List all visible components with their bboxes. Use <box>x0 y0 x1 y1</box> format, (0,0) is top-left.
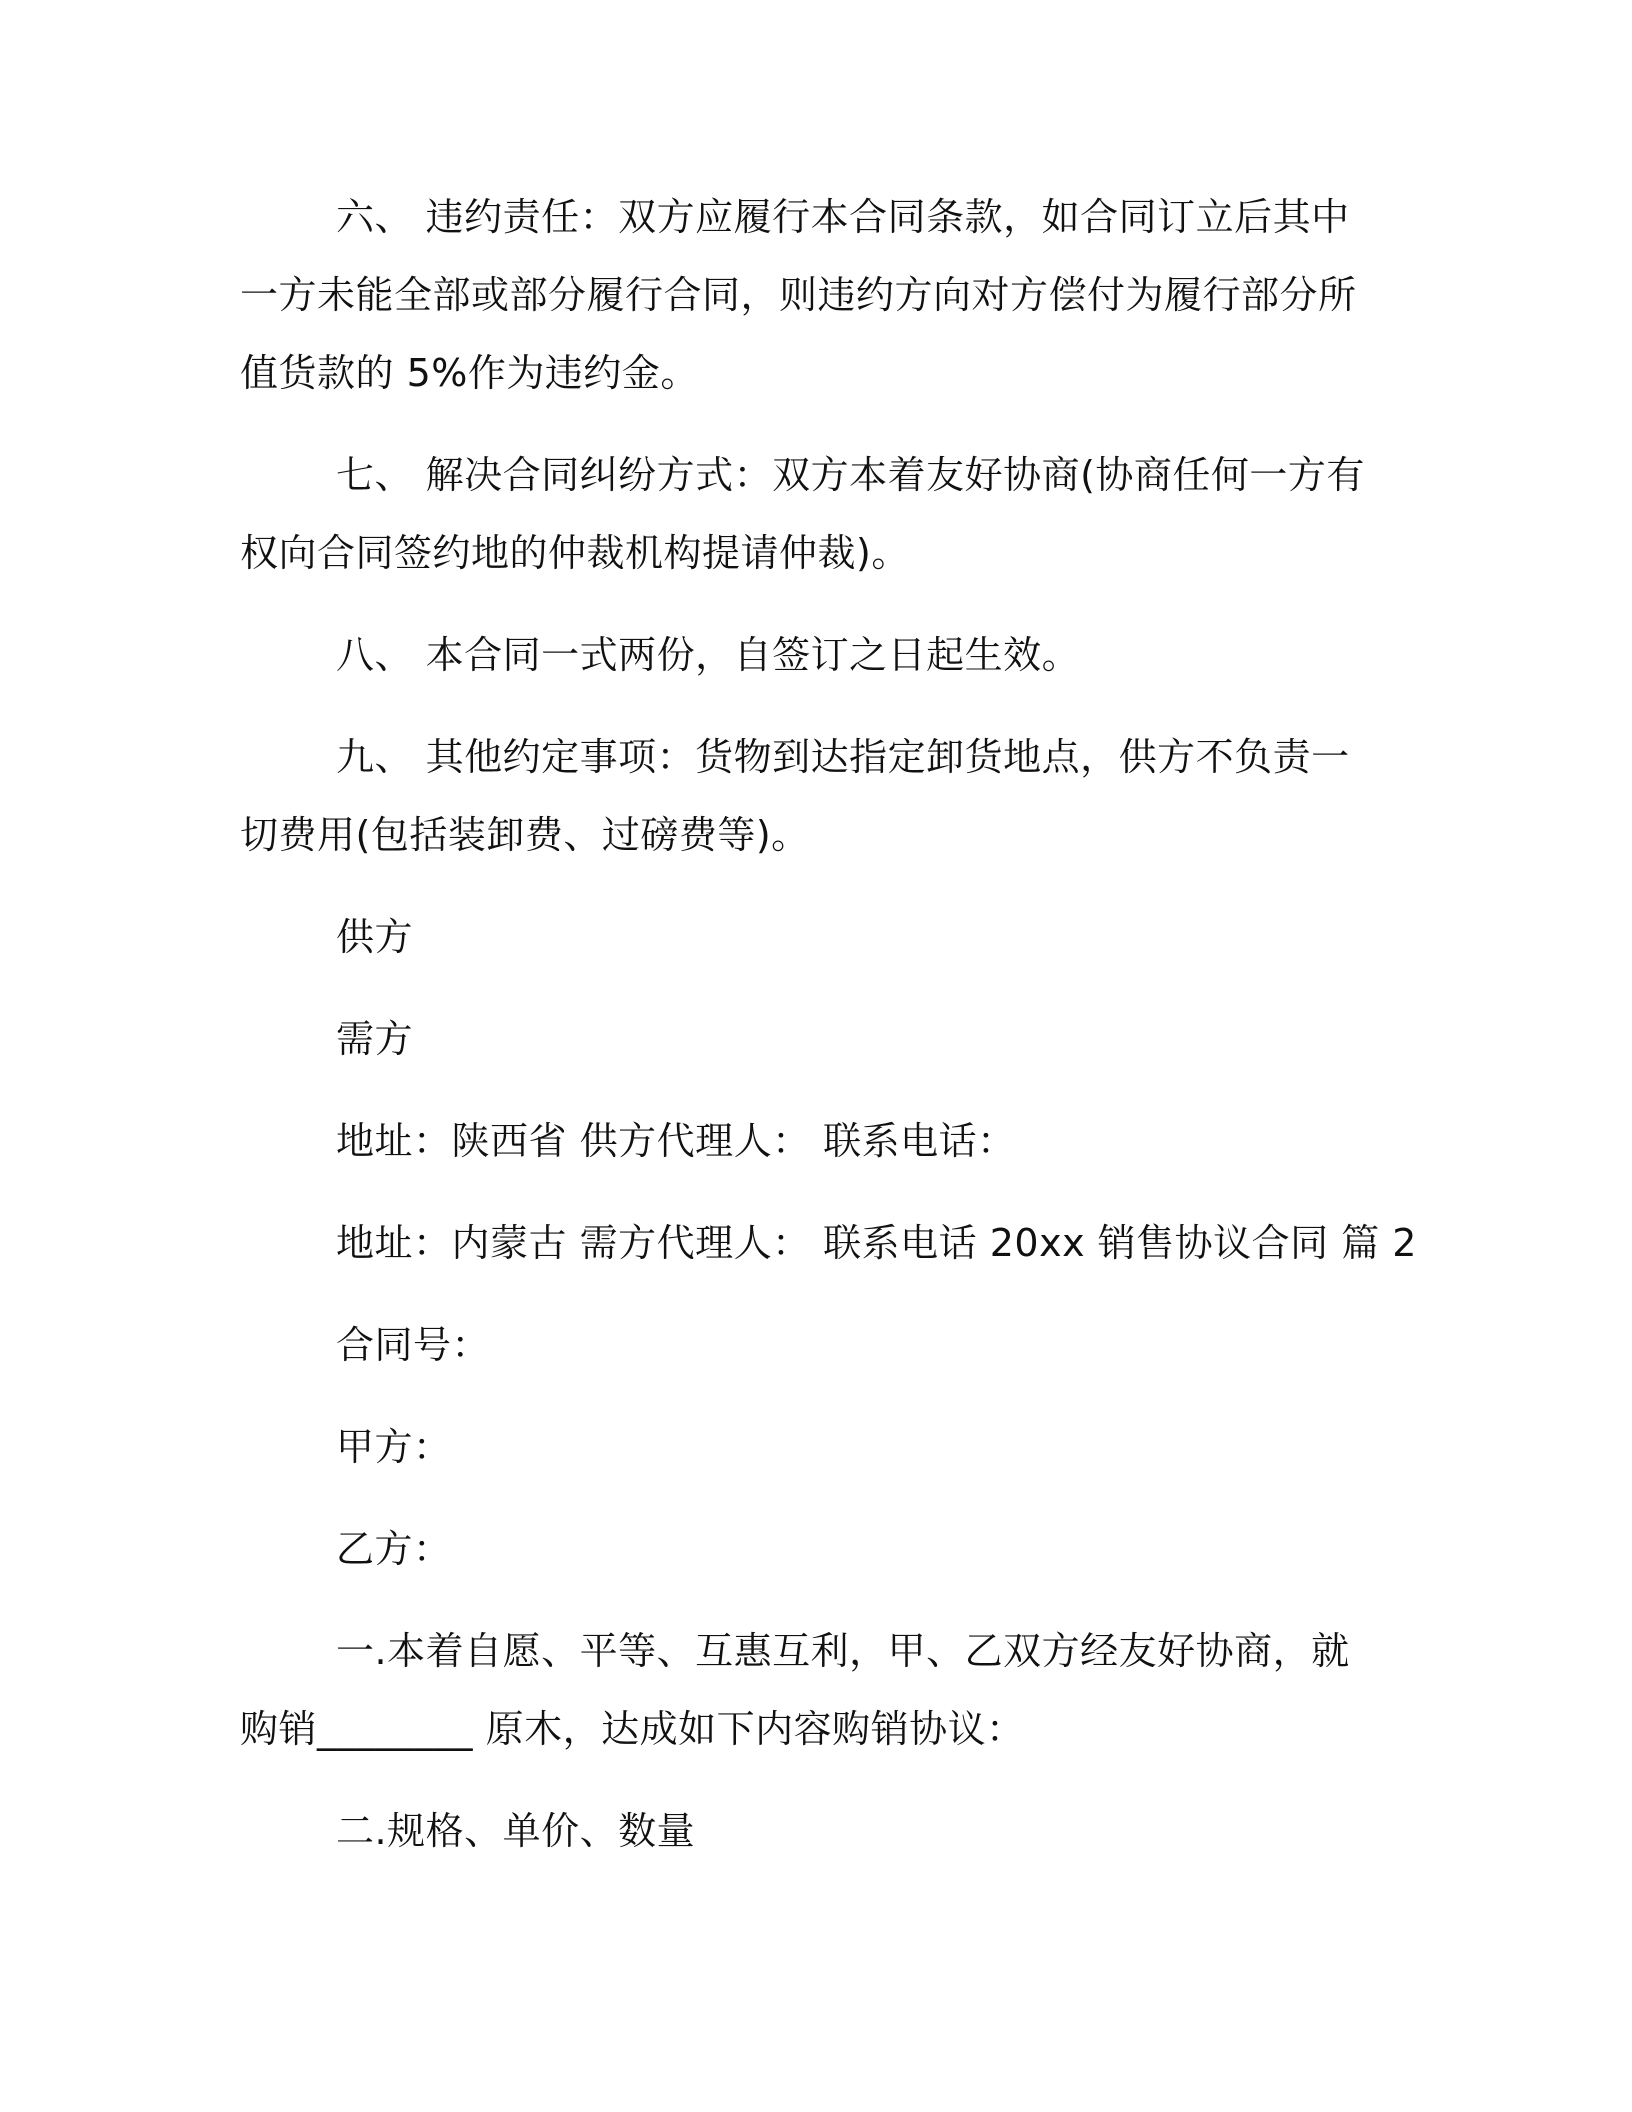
clause-six-breach-liability: 六、 违约责任：双方应履行本合同条款，如合同订立后其中一方未能全部或部分履行合同，则违约方向对方偿付为履行部分所值货款的 5%作为违约金。 <box>240 195 1357 395</box>
party-a-label: 甲方： <box>336 1425 452 1469</box>
clause-nine-other-terms: 九、 其他约定事项：货物到达指定卸货地点，供方不负责一切费用(包括装卸费、过磅费等)。 <box>240 735 1350 857</box>
supplier-label: 供方 <box>336 915 414 959</box>
supplier-address-line: 地址：陕西省 供方代理人： 联系电话： <box>336 1119 1016 1163</box>
clause-two-specifications: 二.规格、单价、数量 <box>336 1809 696 1853</box>
clause-seven-dispute-resolution: 七、 解决合同纠纷方式：双方本着友好协商(协商任何一方有权向合同签约地的仲裁机构提请仲裁)。 <box>240 453 1365 575</box>
clause-eight-copies: 八、 本合同一式两份，自签订之日起生效。 <box>336 633 1081 677</box>
buyer-label: 需方 <box>336 1017 414 1061</box>
contract-number-label: 合同号： <box>336 1323 491 1367</box>
party-b-label: 乙方： <box>336 1527 452 1571</box>
clause-one-agreement: 一.本着自愿、平等、互惠互利，甲、乙双方经友好协商，就购销________ 原木，达成如下内容购销协议： <box>240 1629 1350 1751</box>
buyer-address-line: 地址：内蒙古 需方代理人： 联系电话 20xx 销售协议合同 篇 2 <box>336 1221 1417 1265</box>
